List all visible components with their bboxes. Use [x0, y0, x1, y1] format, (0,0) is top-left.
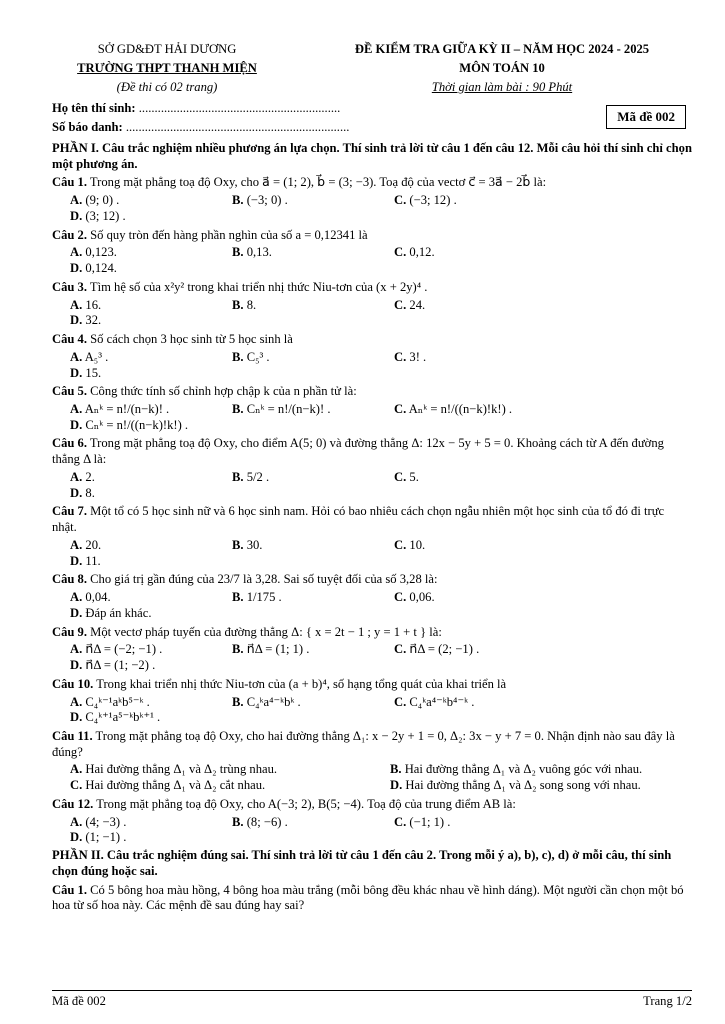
question-text: Trong mặt phẳng toạ độ Oxy, cho A(−3; 2), B(5; −4). Toạ độ của trung điểm AB là: [96, 796, 516, 811]
answer-option-c[interactable]: C. 0,06. [394, 590, 435, 605]
question-8 [52, 572, 692, 621]
question-label: Câu 2. [52, 227, 87, 242]
question-stem [52, 504, 692, 535]
answer-option-c[interactable]: C. n⃗Δ = (2; −1) . [394, 642, 480, 657]
answer-option-a[interactable]: A. n⃗Δ = (−2; −1) . [70, 642, 163, 657]
answer-option-c[interactable]: C. Aₙᵏ = n!/((n−k)!k!) . [394, 402, 513, 417]
question-text: Số quy tròn đến hàng phần nghìn của số a = 0,12341 là [90, 227, 368, 242]
answer-option-a[interactable]: A. 20. [70, 537, 102, 552]
answer-option-d[interactable]: D. 32. [70, 313, 102, 328]
answer-options [52, 815, 692, 846]
question-list [52, 175, 692, 846]
question-11 [52, 729, 692, 794]
question-stem [52, 332, 692, 348]
question-label: Câu 1. [52, 175, 87, 190]
answer-option-d[interactable]: D. n⃗Δ = (1; −2) . [70, 658, 156, 673]
question-stem [52, 572, 692, 588]
question-stem [52, 729, 692, 760]
answer-option-d[interactable]: D. C₄ᵏ⁺¹a⁵⁻ᵏbᵏ⁺¹ . [70, 710, 161, 725]
answer-option-b[interactable]: B. C₄ᵏa⁴⁻ᵏbᵏ . [232, 694, 301, 709]
question-text: Trong mặt phẳng toạ độ Oxy, cho a⃗ = (1; 2), b⃗ = (3; −3). Toạ độ của vectơ c⃗ = 3a⃗ − 2b⃗ là: [89, 175, 547, 190]
answer-options [52, 350, 692, 381]
question-label: Câu 4. [52, 332, 87, 347]
answer-option-a[interactable]: A. (4; −3) . [70, 814, 127, 829]
answer-option-c[interactable]: C. 3! . [394, 349, 427, 364]
question-label: Câu 7. [52, 504, 87, 519]
exam-title: ĐỀ KIỂM TRA GIỮA KỲ II – NĂM HỌC 2024 - 2025 [354, 42, 650, 56]
question-text: Trong mặt phẳng toạ độ Oxy, cho hai đường thẳng Δ₁: x − 2y + 1 = 0, Δ₂: 3x − y + 7 = 0. Nhận định nào sau đây là đúng? [52, 728, 675, 759]
answer-option-a[interactable]: A. 0,04. [70, 590, 111, 605]
question-stem [52, 280, 692, 296]
answer-options [52, 642, 692, 673]
answer-option-c[interactable]: C. (−1; 1) . [394, 814, 451, 829]
question-label: Câu 9. [52, 624, 87, 639]
answer-option-b[interactable]: B. C₅³ . [232, 349, 270, 364]
answer-option-b[interactable]: B. (8; −6) . [232, 814, 288, 829]
answer-option-b[interactable]: B. Cₙᵏ = n!/(n−k)! . [232, 402, 331, 417]
student-id-label: Số báo danh: [52, 120, 123, 134]
question-stem [52, 677, 692, 693]
answer-option-b[interactable]: B. 1/175 . [232, 590, 282, 605]
part1-title: PHẦN I. Câu trắc nghiệm nhiều phương án lựa chọn. Thí sinh trả lời từ câu 1 đến câu 12. Mỗi câu hỏi thí sinh chỉ chọn một phương án. [52, 141, 692, 171]
answer-option-d[interactable]: D. 15. [70, 365, 102, 380]
part2-question-1-text: Có 5 bông hoa màu hồng, 4 bông hoa màu trắng (mỗi bông đều khác nhau về hình dáng). Một người cần chọn một bó hoa từ số hoa này. Các mệnh đề sau đúng hay sai? [52, 882, 684, 913]
answer-option-d[interactable]: D. Hai đường thẳng Δ₁ và Δ₂ song song với nhau. [390, 778, 641, 793]
answer-option-a[interactable]: A. Hai đường thẳng Δ₁ và Δ₂ trùng nhau. [70, 762, 278, 777]
answer-option-b[interactable]: B. 30. [232, 537, 263, 552]
question-text: Cho giá trị gần đúng của 23/7 là 3,28. Sai số tuyệt đối của số 3,28 là: [90, 572, 438, 587]
answer-options [52, 762, 692, 793]
question-stem [52, 228, 692, 244]
student-name-label: Họ tên thí sinh: [52, 101, 136, 115]
answer-option-a[interactable]: A. C₄ᵏ⁻¹aᵏb⁵⁻ᵏ . [70, 694, 150, 709]
footer-page-number: Trang 1/2 [643, 994, 692, 1008]
answer-option-c[interactable]: C. Hai đường thẳng Δ₁ và Δ₂ cắt nhau. [70, 778, 266, 793]
exam-time: Thời gian làm bài : 90 Phút [431, 80, 573, 94]
question-text: Trong khai triển nhị thức Niu-tơn của (a + b)⁴, số hạng tổng quát của khai triển là [96, 676, 507, 691]
answer-options [52, 402, 692, 433]
answer-options [52, 245, 692, 276]
part2-title: PHẦN II. Câu trắc nghiệm đúng sai. Thí sinh trả lời từ câu 1 đến câu 2. Trong mỗi ý a), b), c), d) ở mỗi câu, thí sinh chọn đúng hoặc sai. [52, 848, 672, 878]
part2-question-1 [52, 883, 692, 914]
question-label: Câu 11. [52, 728, 93, 743]
student-name-dots: ................................................................ [138, 101, 341, 115]
question-9 [52, 625, 692, 674]
exam-header [52, 42, 692, 99]
answer-options [52, 695, 692, 726]
answer-option-b[interactable]: B. Hai đường thẳng Δ₁ và Δ₂ vuông góc với nhau. [390, 762, 643, 777]
page-footer [52, 990, 692, 1010]
question-label: Câu 10. [52, 676, 94, 691]
answer-option-d[interactable]: D. Đáp án khác. [70, 605, 152, 620]
header-left [52, 42, 282, 99]
answer-option-d[interactable]: D. Cₙᵏ = n!/((n−k)!k!) . [70, 417, 189, 432]
answer-option-d[interactable]: D. (1; −1) . [70, 830, 127, 845]
student-id-dots: ....................................................................... [125, 120, 350, 134]
question-text: Công thức tính số chỉnh hợp chập k của n phần tử là: [90, 384, 357, 399]
header-right [312, 42, 692, 99]
question-4 [52, 332, 692, 381]
answer-option-b[interactable]: B. 8. [232, 297, 257, 312]
question-text: Một tổ có 5 học sinh nữ và 6 học sinh nam. Hỏi có bao nhiêu cách chọn ngẫu nhiên một học sinh của tổ đó đi trực nhật. [52, 504, 665, 535]
exam-code-box: Mã đề 002 [606, 105, 686, 129]
answer-option-b[interactable]: B. (−3; 0) . [232, 193, 288, 208]
question-label: Câu 12. [52, 796, 94, 811]
question-10 [52, 677, 692, 726]
answer-option-a[interactable]: A. 16. [70, 297, 102, 312]
question-2 [52, 228, 692, 277]
question-label: Câu 3. [52, 279, 87, 294]
answer-options [52, 538, 692, 569]
question-label: Câu 8. [52, 572, 87, 587]
answer-option-b[interactable]: B. 5/2 . [232, 469, 270, 484]
footer-exam-code: Mã đề 002 [52, 994, 106, 1008]
answer-option-c[interactable]: C. 5. [394, 469, 419, 484]
answer-option-c[interactable]: C. 0,12. [394, 245, 435, 260]
question-3 [52, 280, 692, 329]
question-text: Tìm hệ số của x²y² trong khai triển nhị thức Niu-tơn của (x + 2y)⁴ . [89, 279, 428, 294]
answer-option-d[interactable]: D. 8. [70, 485, 95, 500]
question-stem [52, 797, 692, 813]
question-6 [52, 436, 692, 501]
answer-option-a[interactable]: A. (9; 0) . [70, 193, 120, 208]
answer-option-c[interactable]: C. 24. [394, 297, 426, 312]
answer-option-d[interactable]: D. 11. [70, 553, 101, 568]
question-text: Trong mặt phẳng toạ độ Oxy, cho điểm A(5; 0) và đường thẳng Δ: 12x − 5y + 5 = 0. Khoảng cách từ A đến đường thẳng Δ là: [52, 436, 664, 467]
student-name-row [52, 101, 692, 120]
answer-option-a[interactable]: A. A₅³ . [70, 349, 109, 364]
school-name: TRƯỜNG THPT THANH MIỆN [77, 61, 257, 75]
answer-options [52, 193, 692, 224]
question-1 [52, 175, 692, 224]
question-5 [52, 384, 692, 433]
department-name: SỞ GD&ĐT HẢI DƯƠNG [97, 42, 237, 56]
answer-option-c[interactable]: C. 10. [394, 537, 426, 552]
answer-option-b[interactable]: B. n⃗Δ = (1; 1) . [232, 642, 310, 657]
question-stem [52, 625, 692, 641]
answer-options [52, 470, 692, 501]
answer-option-d[interactable]: D. 0,124. [70, 261, 117, 276]
student-id-row [52, 120, 692, 139]
pages-note: (Đề thi có 02 trang) [116, 80, 218, 94]
answer-option-a[interactable]: A. 0,123. [70, 245, 117, 260]
question-stem [52, 175, 692, 191]
answer-option-b[interactable]: B. 0,13. [232, 245, 272, 260]
question-stem [52, 384, 692, 400]
answer-option-c[interactable]: C. C₄ᵏa⁴⁻ᵏb⁴⁻ᵏ . [394, 694, 475, 709]
question-stem [52, 436, 692, 467]
answer-option-a[interactable]: A. 2. [70, 469, 95, 484]
question-label: Câu 6. [52, 436, 87, 451]
answer-option-a[interactable]: A. Aₙᵏ = n!/(n−k)! . [70, 402, 170, 417]
exam-page [52, 42, 692, 914]
answer-options [52, 298, 692, 329]
student-info [52, 101, 692, 139]
part2-question-1-label: Câu 1. [52, 882, 87, 897]
question-12 [52, 797, 692, 846]
question-label: Câu 5. [52, 384, 87, 399]
question-text: Một vectơ pháp tuyến của đường thẳng Δ: { x = 2t − 1 ; y = 1 + t } là: [90, 624, 442, 639]
question-7 [52, 504, 692, 569]
question-text: Số cách chọn 3 học sinh từ 5 học sinh là [90, 332, 293, 347]
answer-options [52, 590, 692, 621]
answer-option-c[interactable]: C. (−3; 12) . [394, 193, 457, 208]
subject-title: MÔN TOÁN 10 [459, 61, 545, 75]
answer-option-d[interactable]: D. (3; 12) . [70, 208, 126, 223]
